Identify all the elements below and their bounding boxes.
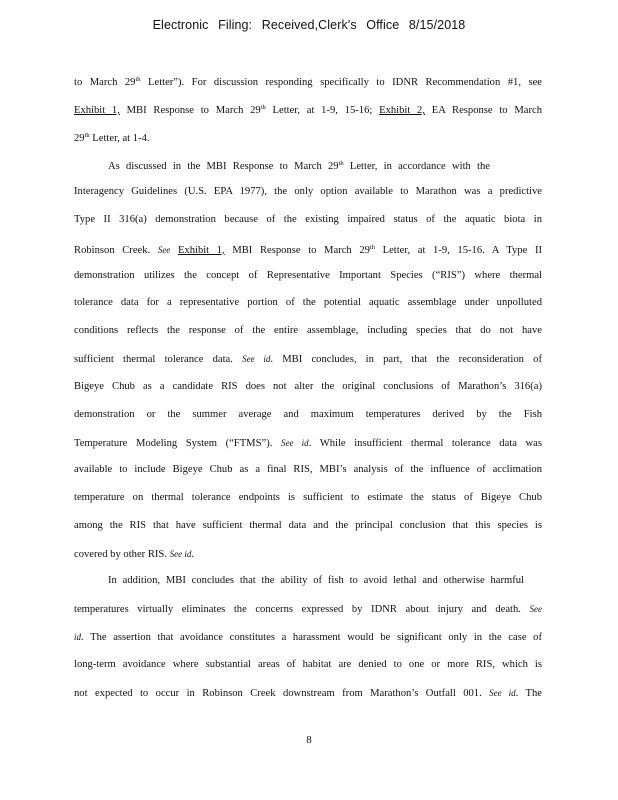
body-line-23: not expected to occur in Robinson Creek downstream from Marathon’s Outfall 001. See id. The — [74, 688, 542, 699]
body-line-3: 29th Letter, at 1-4. — [74, 132, 150, 144]
body-line-20: temperatures virtually eliminates the concerns expressed by IDNR about injury and death. See — [74, 604, 542, 615]
body-line-22: long-term avoidance where substantial areas of habitat are denied to one or more RIS, which is — [74, 659, 542, 670]
body-line-10: conditions reflects the response of the entire assemblage, including species that do not have — [74, 325, 542, 336]
page-number: 8 — [306, 734, 312, 746]
body-line-9: tolerance data for a representative portion of the potential aquatic assemblage under unpolluted — [74, 297, 542, 308]
exhibit-1-link[interactable]: Exhibit 1, — [74, 105, 120, 116]
body-line-1: to March 29th Letter”). For discussion responding specifically to IDNR Recommendation #1, see — [74, 76, 542, 88]
body-line-17: among the RIS that have sufficient thermal data and the principal conclusion that this species is — [74, 520, 542, 531]
exhibit-1-link-2[interactable]: Exhibit 1, — [177, 245, 225, 256]
body-line-21: id. The assertion that avoidance constitutes a harassment would be significant only in the case of — [74, 632, 542, 643]
body-line-2: Exhibit 1, MBI Response to March 29th Letter, at 1-9, 15-16; Exhibit 2, EA Response to March — [74, 104, 542, 116]
filing-header: Electronic Filing: Received,Clerk's Office 8/15/2018 — [152, 18, 466, 32]
body-line-5: Interagency Guidelines (U.S. EPA 1977), the only option available to Marathon was a predictive — [74, 186, 542, 197]
body-line-6: Type II 316(a) demonstration because of the existing impaired status of the aquatic biota in — [74, 214, 542, 225]
body-line-11: sufficient thermal tolerance data. See id. MBI concludes, in part, that the reconsideration of — [74, 354, 542, 365]
body-line-16: temperature on thermal tolerance endpoints is sufficient to estimate the status of Bigeye Chub — [74, 492, 542, 503]
body-line-4: As discussed in the MBI Response to March 29th Letter, in accordance with the — [108, 160, 490, 172]
body-line-7: Robinson Creek. See Exhibit 1, MBI Response to March 29th Letter, at 1-9, 15-16. A Type II — [74, 244, 543, 256]
body-line-19: In addition, MBI concludes that the ability of fish to avoid lethal and otherwise harmful — [108, 575, 524, 586]
body-line-8: demonstration utilizes the concept of Representative Important Species (“RIS”) where thermal — [74, 270, 542, 281]
body-line-12: Bigeye Chub as a candidate RIS does not alter the original conclusions of Marathon’s 316(a) — [74, 381, 542, 392]
body-line-13: demonstration or the summer average and maximum temperatures derived by the Fish — [74, 409, 542, 420]
body-line-14: Temperature Modeling System (“FTMS”). See id. While insufficient thermal tolerance data was — [74, 438, 543, 449]
body-line-15: available to include Bigeye Chub as a final RIS, MBI’s analysis of the influence of acclimation — [74, 464, 542, 475]
exhibit-2-link[interactable]: Exhibit 2, — [379, 105, 425, 116]
body-line-18: covered by other RIS. See id. — [74, 549, 195, 560]
